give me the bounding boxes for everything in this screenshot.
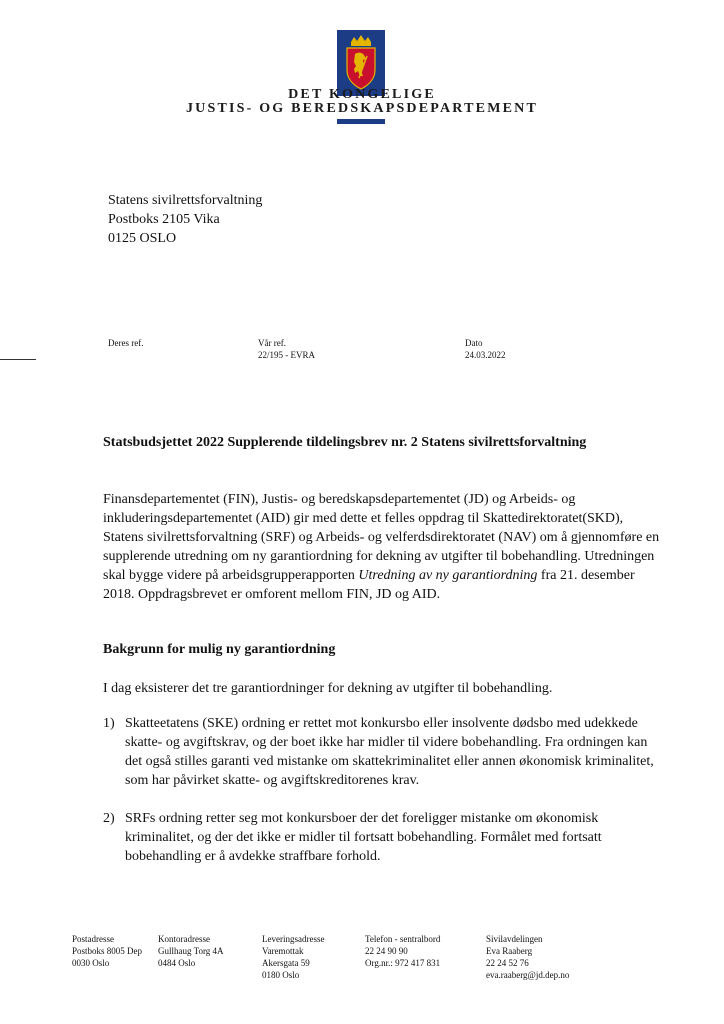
recipient-city: 0125 OSLO (108, 231, 177, 246)
fold-mark (0, 359, 36, 360)
footer-line: Akersgata 59 (262, 958, 310, 968)
footer-line: 0030 Oslo (72, 958, 110, 968)
list-item-text: Skatteetatens (SKE) ordning er rettet mot konkursbo eller insolvente dødsbo med udekkede skatte- og avgiftskrav, og der boet ikke har midler til videre bobehandling. Fra ordningen kan det også stilles garanti ved mistanke om skattekriminalitet eller annen økonomisk kriminalitet, som har påvirket skatte- og avgiftskreditorenes krav. (125, 716, 654, 788)
footer-line: Postboks 8005 Dep (72, 946, 143, 956)
footer-kontoradresse (158, 933, 224, 969)
var-ref-value: 22/195 - EVRA (258, 350, 315, 360)
footer-line: Eva Raaberg (486, 946, 533, 956)
list-item-number: 1) (103, 716, 115, 731)
letterhead-bar (337, 119, 385, 124)
footer-line: Gullhaug Torg 4A (158, 946, 224, 956)
footer-label: Sivilavdelingen (486, 934, 543, 944)
report-title-italic: Utredning av ny garantiordning (358, 568, 538, 583)
footer-leveringsadresse (262, 933, 324, 981)
list-item-number: 2) (103, 811, 115, 826)
intro-text-a: Finansdepartementet (FIN), Justis- og beredskapsdepartementet (JD) og Arbeids- og inkluderingsdepartementet (AID) gir med dette et felles oppdrag til Skattedirektoratet(SKD), Statens sivilrettsforvaltning (SRF) og Arbeids- og velferdsdirektoratet (NAV) om å gjennomføre en supplerende utredning om ny garantiordning for dekning av utgifter til bobehandling. Utredningen skal bygge videre på arbeidsgrupperapporten (103, 492, 660, 583)
section-heading: Bakgrunn for mulig ny garantiordning (103, 642, 336, 657)
date-label: Dato (465, 338, 483, 348)
footer-postadresse (72, 933, 142, 969)
footer-label: Telefon - sentralbord (365, 934, 441, 944)
footer-telefon (365, 933, 440, 969)
intro-text-b: fra 21. desember 2018. Oppdragsbrevet er omforent mellom FIN, JD og AID. (103, 568, 635, 602)
var-ref-label: Vår ref. (258, 338, 286, 348)
recipient-name: Statens sivilrettsforvaltning (108, 193, 263, 208)
footer-line: Varemottak (262, 946, 304, 956)
letter-title: Statsbudsjettet 2022 Supplerende tildelingsbrev nr. 2 Statens sivilrettsforvaltning (103, 435, 587, 450)
ministry-name-line2: JUSTIS- OG BEREDSKAPSDEPARTEMENT (185, 101, 539, 116)
recipient-address (108, 191, 262, 248)
footer-line: 22 24 90 90 (365, 946, 408, 956)
date-value: 24.03.2022 (465, 350, 506, 360)
footer-line: 0180 Oslo (262, 970, 300, 980)
footer-label: Kontoradresse (158, 934, 210, 944)
footer-line: Org.nr.: 972 417 831 (365, 958, 441, 968)
footer-email: eva.raaberg@jd.dep.no (486, 970, 570, 980)
footer-label: Leveringsadresse (262, 934, 325, 944)
ministry-name-line1: DET KONGELIGE (288, 87, 436, 102)
background-paragraph: I dag eksisterer det tre garantiordninger for dekning av utgifter til bobehandling. (103, 681, 553, 696)
footer-line: 22 24 52 76 (486, 958, 529, 968)
recipient-box: Postboks 2105 Vika (108, 212, 220, 227)
list-item-text: SRFs ordning retter seg mot konkursboer der det foreligger mistanke om økonomisk kriminalitet, og der det ikke er midler til fortsatt bobehandling. Formålet med fortsatt bobehandling er å avdekke straffbare forhold. (125, 811, 602, 864)
deres-ref-label: Deres ref. (108, 338, 144, 348)
intro-paragraph (103, 490, 663, 604)
footer-label: Postadresse (72, 934, 114, 944)
footer-line: 0484 Oslo (158, 958, 196, 968)
footer-avdeling (486, 933, 569, 981)
